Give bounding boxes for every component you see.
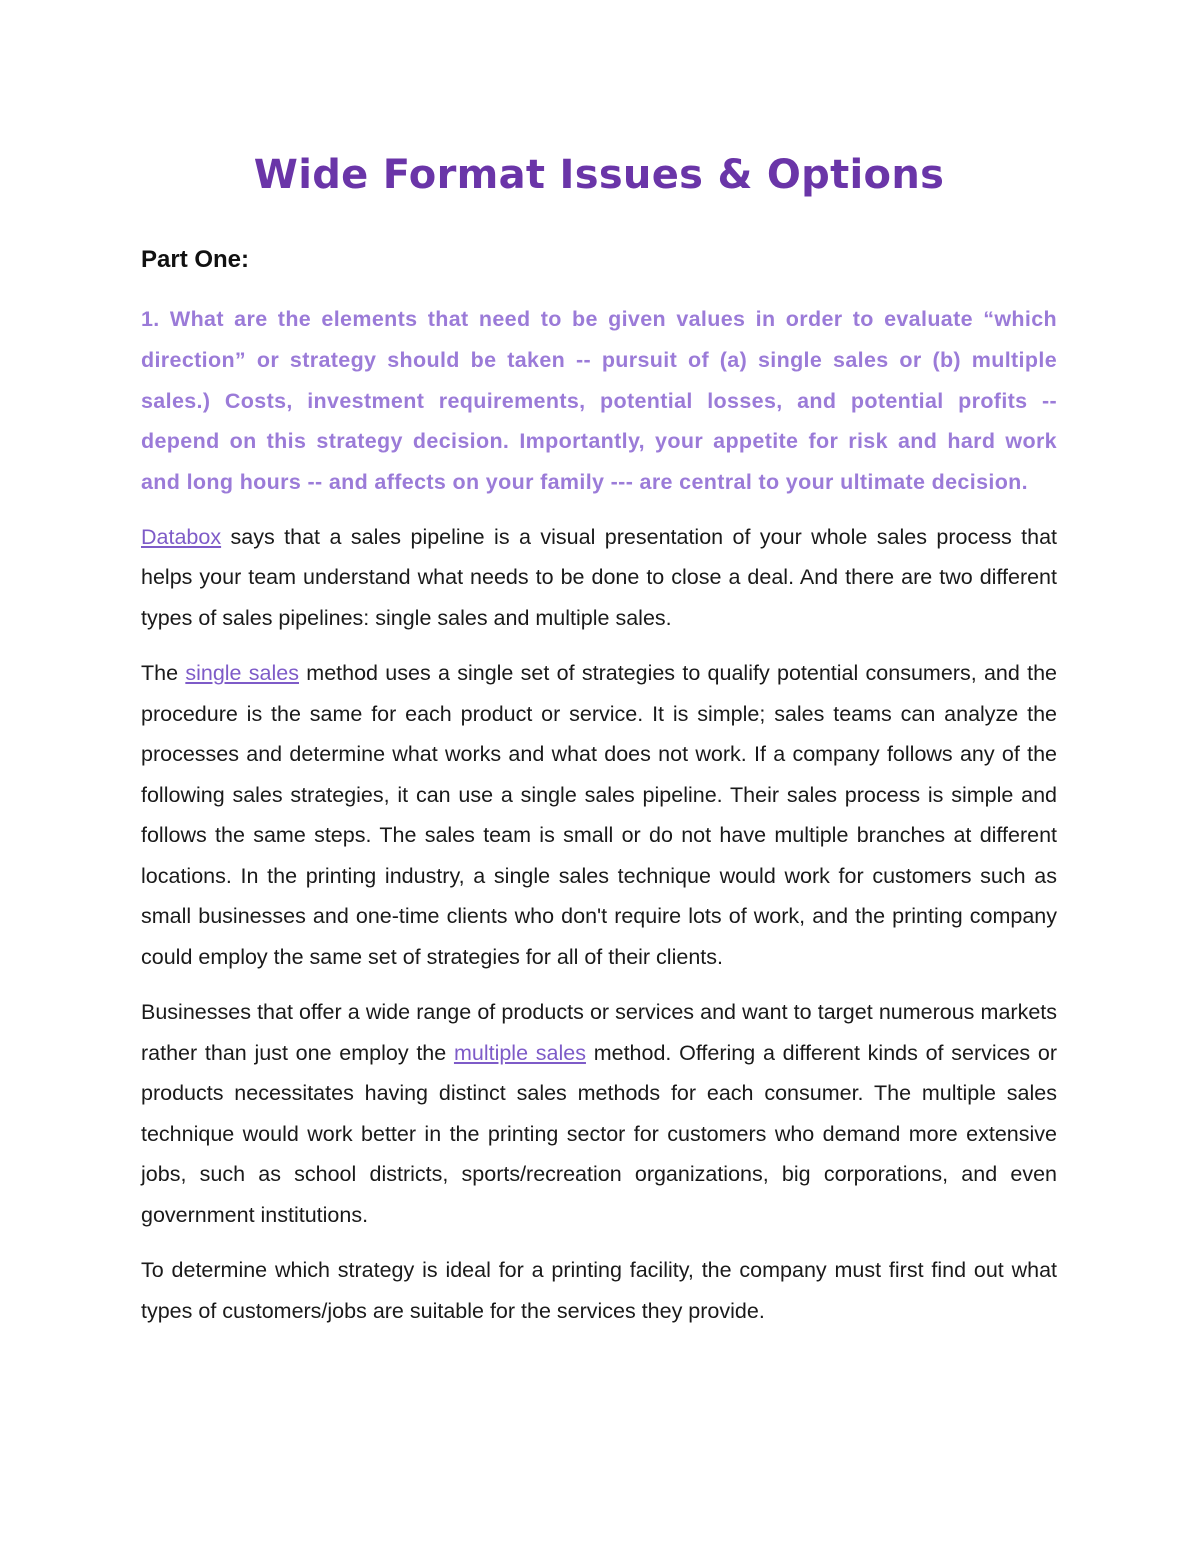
paragraph-conclusion: To determine which strategy is ideal for a printing facility, the company must first find out what types of customers/jobs are suitable for the services they provide. [141,1258,1057,1323]
paragraph-multiple-sales [141,992,1057,1235]
paragraph-text: The [141,661,186,686]
paragraph-text: method. Offering a different kinds of services or products necessitates having distinct sales methods for each consumer. The multiple sales technique would work better in the printing sector for customers who demand more extensive jobs, such as school districts, sports/recreation organizations, big corporations, and even government institutions. [141,1040,1057,1227]
paragraph-text: Businesses that offer a wide range of products or services and want to target numerous markets rather than just one employ the [141,1000,1057,1065]
document-title: Wide Format Issues & Options [253,152,945,198]
paragraph-text: says that a sales pipeline is a visual presentation of your whole sales process that helps your team understand what needs to be done to close a deal. And there are two different types of sales pipelines: single sales and multiple sales. [141,524,1057,630]
databox-link[interactable]: Databox [141,524,222,549]
paragraph-single-sales [141,653,1057,977]
multiple-sales-link[interactable]: multiple sales [453,1040,586,1065]
part-heading: Part One: [141,246,250,273]
paragraph-text: method uses a single set of strategies to qualify potential consumers, and the procedure is the same for each product or service. It is simple; sales teams can analyze the processes and determine what works and what does not work. If a company follows any of the following sales strategies, it can use a single sales pipeline. Their sales process is simple and follows the same steps. The sales team is small or do not have multiple branches at different locations. In the printing industry, a single sales technique would work for customers such as small businesses and one-time clients who don't require lots of work, and the printing company could employ the same set of strategies for all of their clients. [141,661,1058,969]
paragraph-databox [141,517,1057,639]
question-text: 1. What are the elements that need to be given values in order to evaluate “which direction” or strategy should be taken -- pursuit of (a) single sales or (b) multiple sales.) Costs, investment requirements, potential losses, and potential profits -- depend on this strategy decision. Importantly, your appetite for risk and hard work and long hours -- and affects on your family --- are central to your ultimate decision. [141,307,1057,495]
document-page [141,148,1057,1346]
single-sales-link[interactable]: single sales [185,661,299,686]
